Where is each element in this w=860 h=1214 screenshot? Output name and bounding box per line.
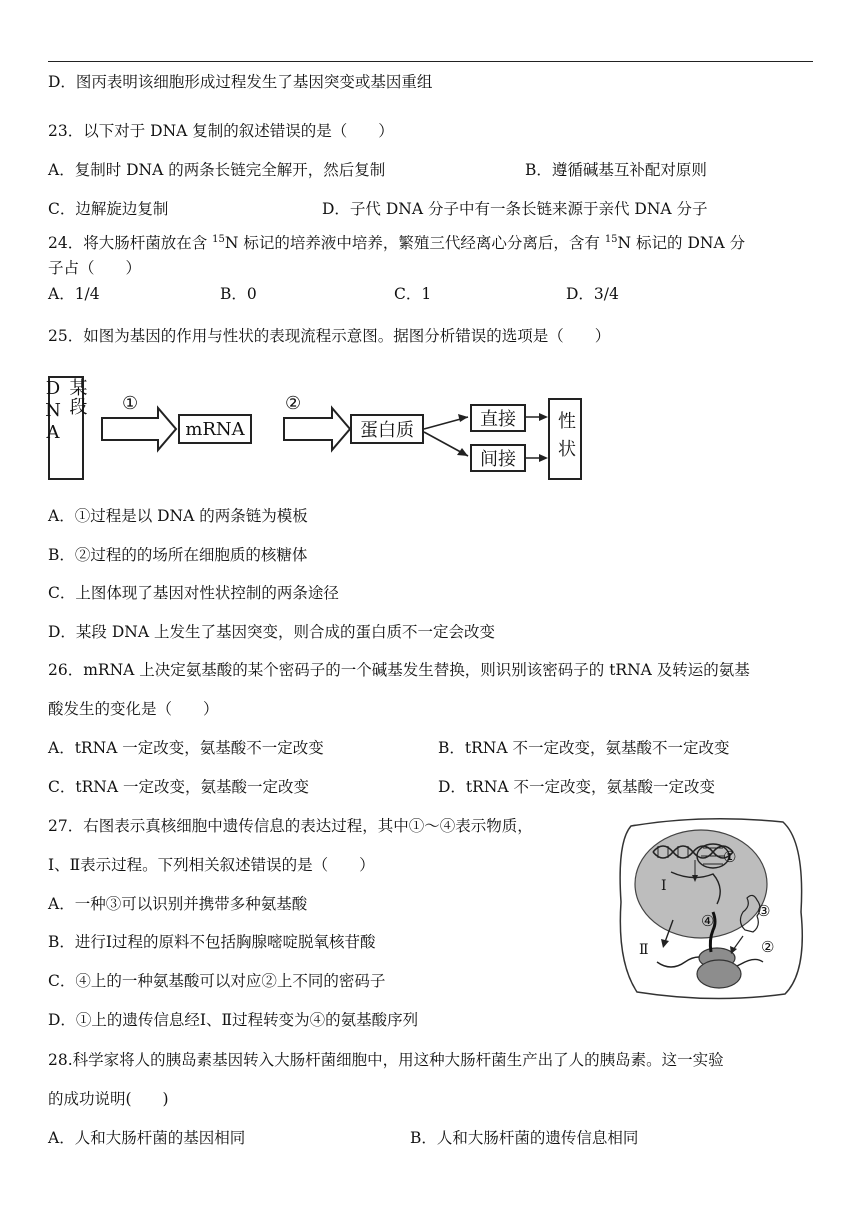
- q27-option-c: C．④上的一种氨基酸可以对应②上不同的密码子: [48, 972, 386, 990]
- label-II: Ⅱ: [639, 942, 649, 958]
- box-mrna: mRNA: [178, 414, 252, 444]
- q26-option-d: D．tRNA 不一定改变，氨基酸一定改变: [438, 778, 716, 796]
- q28-stem-line2: 的成功说明( ): [48, 1090, 169, 1108]
- q25-option-b: B．②过程的的场所在细胞质的核糖体: [48, 546, 308, 564]
- q23-option-d: D．子代 DNA 分子中有一条长链来源于亲代 DNA 分子: [322, 200, 708, 218]
- arrow-1: [102, 408, 176, 450]
- box-dna: 某段DNA: [48, 376, 84, 480]
- box-direct: 直接: [470, 404, 526, 432]
- q26-option-a: A．tRNA 一定改变，氨基酸不一定改变: [48, 739, 324, 757]
- q24-stem-line2: 子占（ ）: [48, 259, 142, 277]
- q23-option-b: B．遵循碱基互补配对原则: [525, 161, 707, 179]
- box-protein: 蛋白质: [350, 414, 424, 444]
- q24-stem: 24．将大肠杆菌放在含 $^{15}$N 标记的培养液中培养，繁殖三代经离心分离后，含有 $^{15}$N 标记的 DNA 分: [48, 233, 746, 252]
- q24-option-c: C．1: [394, 285, 432, 303]
- q26-stem-line1: 26．mRNA 上决定氨基酸的某个密码子的一个碱基发生替换，则识别该密码子的 tRNA 及转运的氨基: [48, 661, 750, 679]
- q25-option-c: C．上图体现了基因对性状控制的两条途径: [48, 584, 339, 602]
- label-3: ③: [757, 902, 771, 920]
- cell-drawing: [613, 812, 809, 1002]
- box-trait: 性状: [548, 398, 582, 480]
- eukaryotic-cell-figure: [613, 812, 809, 1002]
- q27-stem-line2: Ⅰ、Ⅱ表示过程。下列相关叙述错误的是（ ）: [48, 856, 375, 874]
- q27-option-a: A．一种③可以识别并携带多种氨基酸: [48, 895, 308, 913]
- q28-option-b: B．人和大肠杆菌的遗传信息相同: [410, 1129, 639, 1147]
- label-4: ④: [701, 912, 715, 930]
- q27-option-b: B．进行Ⅰ过程的原料不包括胸腺嘧啶脱氧核苷酸: [48, 933, 376, 951]
- label-1: ①: [723, 848, 737, 866]
- q23-option-a: A．复制时 DNA 的两条长链完全解开，然后复制: [48, 161, 386, 179]
- step-2-label: ②: [285, 393, 302, 414]
- q25-stem: 25．如图为基因的作用与性状的表现流程示意图。据图分析错误的选项是（ ）: [48, 327, 611, 345]
- q23-option-c: C．边解旋边复制: [48, 200, 169, 218]
- q28-option-a: A．人和大肠杆菌的基因相同: [48, 1129, 246, 1147]
- box-indirect: 间接: [470, 444, 526, 472]
- q25-option-a: A．①过程是以 DNA 的两条链为模板: [48, 507, 308, 525]
- q27-stem-line1: 27．右图表示真核细胞中遗传信息的表达过程，其中①～④表示物质，: [48, 817, 533, 835]
- header-rule: [48, 61, 813, 62]
- q26-option-b: B．tRNA 不一定改变，氨基酸不一定改变: [438, 739, 730, 757]
- q22-option-d: D．图丙表明该细胞形成过程发生了基因突变或基因重组: [48, 73, 433, 91]
- gene-expression-flowchart: [42, 374, 584, 484]
- q28-stem-line1: 28.科学家将人的胰岛素基因转入大肠杆菌细胞中，用这种大肠杆菌生产出了人的胰岛素。这一实验: [48, 1051, 724, 1069]
- label-2: ②: [761, 938, 775, 956]
- q26-option-c: C．tRNA 一定改变，氨基酸一定改变: [48, 778, 309, 796]
- q24-option-b: B．0: [220, 285, 257, 303]
- q24-option-a: A．1/4: [48, 285, 100, 303]
- q24-option-d: D．3/4: [566, 285, 619, 303]
- step-1-label: ①: [122, 393, 139, 414]
- q25-option-d: D．某段 DNA 上发生了基因突变，则合成的蛋白质不一定会改变: [48, 623, 495, 641]
- label-I: Ⅰ: [661, 878, 667, 894]
- q26-stem-line2: 酸发生的变化是（ ）: [48, 700, 219, 718]
- q23-stem: 23．以下对于 DNA 复制的叙述错误的是（ ）: [48, 122, 394, 140]
- q27-option-d: D．①上的遗传信息经Ⅰ、Ⅱ过程转变为④的氨基酸序列: [48, 1011, 419, 1029]
